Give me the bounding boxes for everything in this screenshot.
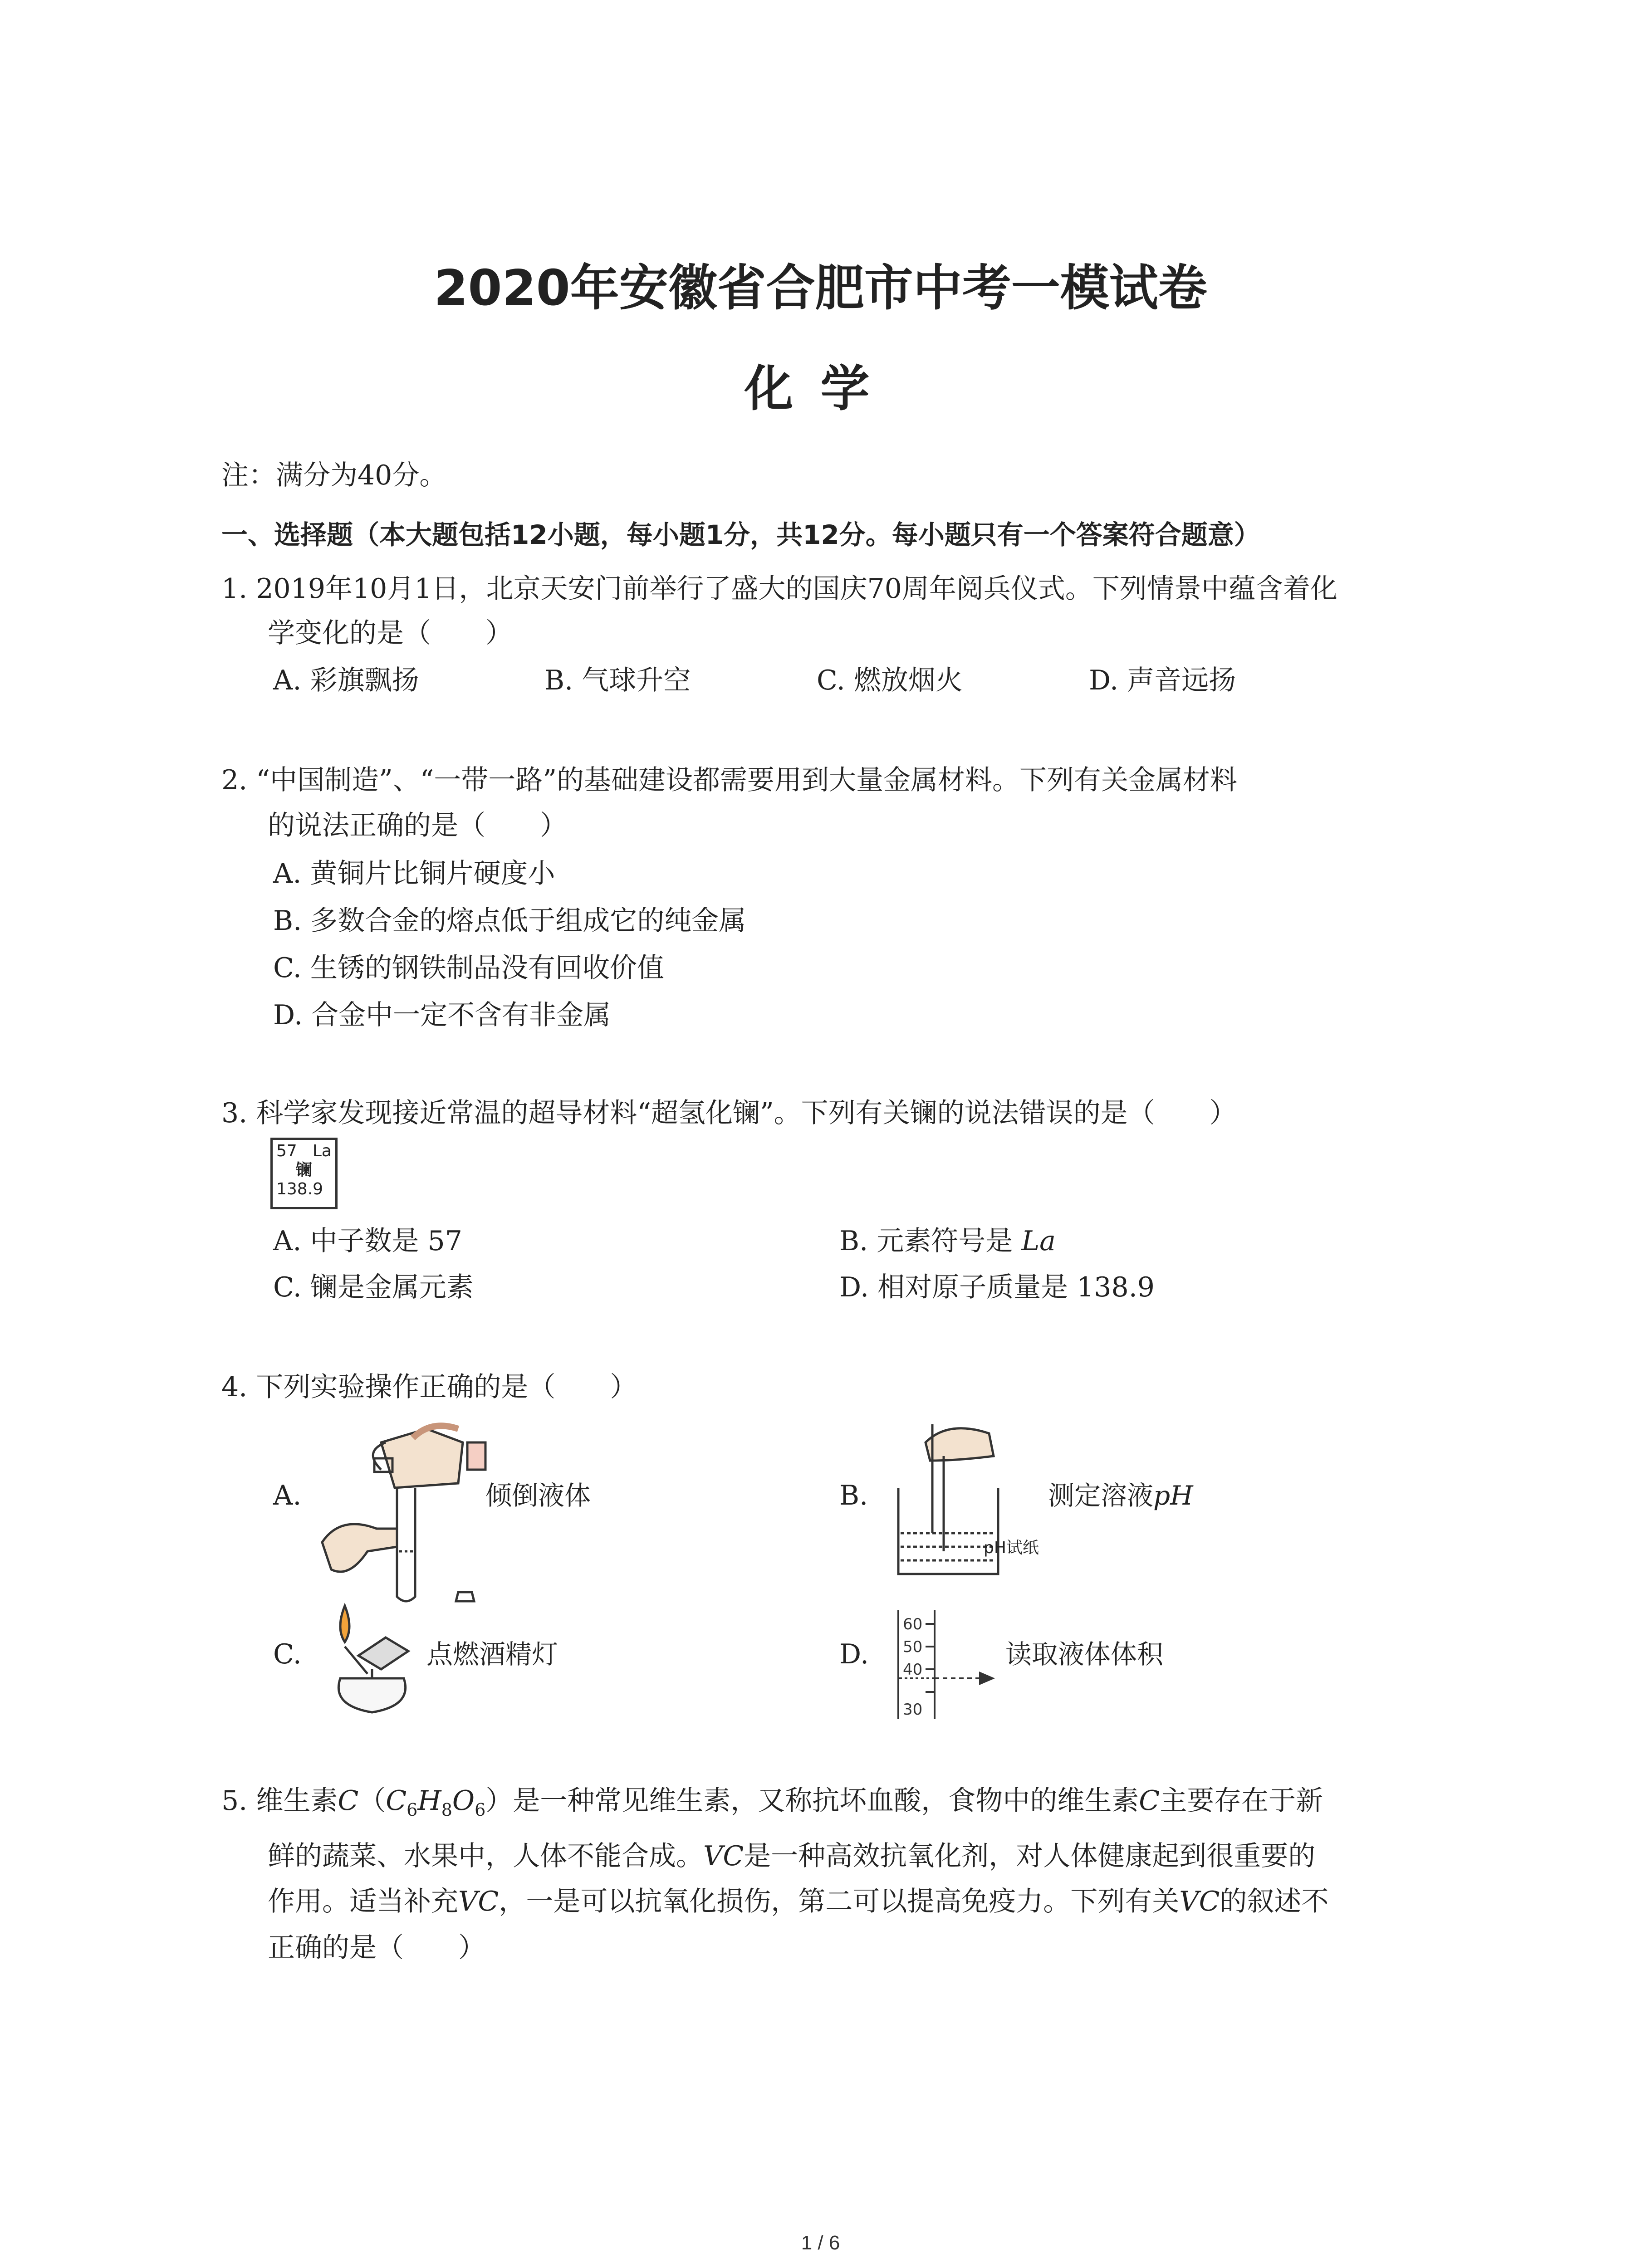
section-heading: 一、选择题（本大题包括12小题，每小题1分，共12分。每小题只有一个答案符合题意） [221, 519, 1260, 550]
alcohol-lamp-illustration [313, 1601, 431, 1719]
q5-stem-line3 [268, 1880, 1329, 1919]
formula-c: C [386, 1785, 407, 1817]
q5-number: 5. [221, 1785, 256, 1817]
q4-option-a-letter: A. [273, 1480, 302, 1511]
q5-text: 维生素 [256, 1785, 338, 1817]
q1-stem-line1: 1. 2019年10月1日，北京天安门前举行了盛大的国庆70周年阅兵仪式。下列情景中蕴含着化 [221, 573, 1337, 605]
q2-stem-line2: 的说法正确的是（ ） [268, 810, 567, 841]
q1-option-d: D. 声音远扬 [1089, 665, 1236, 696]
q4-option-c-letter: C. [273, 1638, 302, 1670]
pouring-liquid-illustration [313, 1415, 504, 1606]
page-number: 1 / 6 [801, 2232, 840, 2254]
q5-text: ）是一种常见维生素，又称抗坏血酸，食物中的维生素 [485, 1785, 1139, 1817]
q5-text: 主要存在于新 [1160, 1785, 1323, 1817]
atomic-number: 57 [276, 1142, 297, 1160]
q5-text: 作用。适当补充 [268, 1886, 458, 1917]
q5-vitamin-c: C [1139, 1785, 1160, 1817]
q5-text: 是一种高效抗氧化剂，对人体健康起到很重要的 [744, 1840, 1316, 1872]
ph-paper-label: pH试纸 [984, 1539, 1039, 1557]
formula-o: O [452, 1785, 475, 1817]
q2-option-b: B. 多数合金的熔点低于组成它的纯金属 [273, 905, 746, 937]
q3-option-b-symbol: La [1021, 1225, 1056, 1257]
exam-title: 2020年安徽省合肥市中考一模试卷 [434, 260, 1207, 317]
q5-stem-line1 [221, 1779, 1323, 1820]
element-name: 镧 [295, 1161, 312, 1179]
q4-option-b-letter: B. [839, 1480, 868, 1511]
q4-option-c-label: 点燃酒精灯 [426, 1639, 558, 1670]
q5-vitamin-c: C [338, 1785, 359, 1817]
formula-h-sub: 8 [441, 1800, 452, 1820]
q4-option-a-label: 倾倒液体 [485, 1480, 591, 1511]
q2-option-a: A. 黄铜片比铜片硬度小 [273, 858, 555, 890]
q1-option-a: A. 彩旗飘扬 [273, 665, 419, 696]
q1-stem-line2: 学变化的是（ ） [268, 617, 513, 649]
ph-test-illustration [889, 1415, 1039, 1588]
q5-vc: VC [458, 1886, 499, 1917]
cylinder-tick-40: 40 [903, 1661, 923, 1679]
cylinder-tick-60: 60 [903, 1615, 923, 1633]
q5-text: 的叙述不 [1220, 1886, 1329, 1917]
q5-text: （ [358, 1785, 386, 1817]
q5-stem-line2 [268, 1834, 1315, 1873]
q4-option-d-letter: D. [839, 1638, 869, 1670]
cylinder-tick-50: 50 [903, 1638, 923, 1656]
q5-stem-line4: 正确的是（ ） [268, 1932, 485, 1964]
q5-text: 鲜的蔬菜、水果中，人体不能合成。 [268, 1840, 703, 1872]
element-symbol: La [312, 1142, 332, 1160]
q3-option-b-text: B. 元素符号是 [839, 1225, 1022, 1257]
q3-option-a: A. 中子数是 57 [273, 1225, 462, 1257]
q4-option-b-label [1048, 1474, 1193, 1512]
q4-option-b-label-text: 测定溶液 [1048, 1480, 1154, 1511]
q5-vc: VC [1179, 1886, 1220, 1917]
q1-option-b: B. 气球升空 [544, 665, 691, 696]
q1-option-c: C. 燃放烟火 [817, 665, 963, 696]
q4-stem: 4. 下列实验操作正确的是（ ） [221, 1371, 637, 1403]
q2-option-d: D. 合金中一定不含有非金属 [273, 999, 611, 1031]
q4-option-b-label-ph: pH [1153, 1480, 1193, 1511]
q3-stem: 3. 科学家发现接近常温的超导材料“超氢化镧”。下列有关镧的说法错误的是（ ） [221, 1097, 1237, 1129]
score-note: 注：满分为40分。 [221, 459, 447, 491]
q5-text: ，一是可以抗氧化损伤，第二可以提高免疫力。下列有关 [499, 1886, 1180, 1917]
q3-option-d: D. 相对原子质量是 138.9 [839, 1271, 1155, 1303]
cylinder-tick-30: 30 [903, 1701, 923, 1719]
q3-option-c: C. 镧是金属元素 [273, 1271, 474, 1303]
formula-c-sub: 6 [407, 1800, 418, 1820]
q2-stem-line1: 2. “中国制造”、“一带一路”的基础建设都需要用到大量金属材料。下列有关金属材料 [221, 764, 1238, 796]
formula-h: H [417, 1785, 441, 1817]
formula-o-sub: 6 [475, 1800, 486, 1820]
graduated-cylinder-illustration [889, 1606, 1025, 1724]
subject-title: 化学 [744, 361, 897, 417]
q4-option-d-label: 读取液体体积 [1005, 1639, 1164, 1670]
q2-option-c: C. 生锈的钢铁制品没有回收价值 [273, 952, 664, 984]
atomic-mass: 138.9 [276, 1180, 323, 1198]
element-card-lanthanum [270, 1138, 338, 1209]
q5-vc: VC [703, 1840, 744, 1872]
q3-option-b [839, 1219, 1056, 1258]
